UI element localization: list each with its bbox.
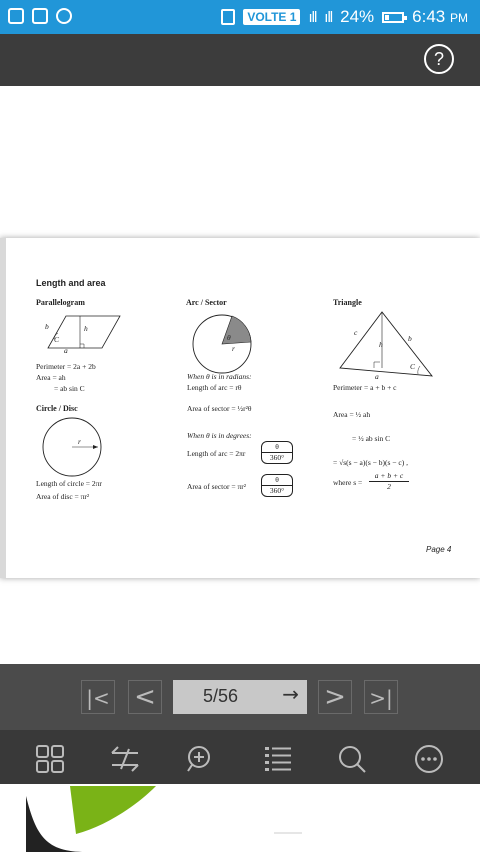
triangle-label-h: h <box>379 340 383 349</box>
page-content <box>6 238 480 578</box>
gallery-notification-icon <box>32 8 48 24</box>
volte-badge: VOLTE 1 <box>243 9 300 25</box>
location-icon <box>221 9 235 25</box>
triangle-area-heron: = √s(s − a)(s − b)(s − c) , <box>333 458 408 467</box>
table-of-contents-icon[interactable] <box>263 744 293 774</box>
arc-fraction-den: 360° <box>269 453 285 462</box>
battery-text: 24% <box>340 7 375 26</box>
circle-label-r: r <box>78 437 81 446</box>
triangle-heading: Triangle <box>333 298 362 307</box>
triangle-label-a: a <box>375 372 379 381</box>
parallelogram-label-b: b <box>45 322 49 331</box>
app-notification-icon <box>8 8 24 24</box>
parallelogram-heading: Parallelogram <box>36 298 85 307</box>
more-options-icon[interactable] <box>414 744 444 774</box>
parallelogram-label-h: h <box>84 324 88 333</box>
page-title: Length and area <box>36 278 106 288</box>
signal-icon-2: ıll <box>324 8 333 26</box>
sector-label-r: r <box>232 344 235 353</box>
ad-banner-area <box>0 784 480 854</box>
last-page-button[interactable] <box>364 680 398 714</box>
app-toolbar <box>0 34 480 86</box>
ad-banner[interactable] <box>26 786 454 852</box>
circle-heading: Circle / Disc <box>36 404 78 413</box>
help-button[interactable] <box>424 44 454 74</box>
circle-diagram <box>36 416 108 478</box>
ad-artwork <box>26 786 454 852</box>
zoom-in-icon[interactable] <box>185 744 215 774</box>
arc-length-degrees: Length of arc = 2πr <box>187 449 246 458</box>
page-number-label: Page 4 <box>426 545 452 554</box>
parallelogram-area: Area = ah <box>36 373 66 382</box>
search-icon[interactable] <box>337 744 367 774</box>
page-indicator-field[interactable] <box>173 680 307 714</box>
parallelogram-diagram <box>34 312 124 354</box>
previous-page-icon: < <box>134 682 156 712</box>
battery-level <box>385 15 389 20</box>
triangle-label-b: b <box>408 334 412 343</box>
sector-diagram <box>190 312 254 376</box>
sector-label-theta: θ <box>227 333 231 342</box>
next-page-button[interactable] <box>318 680 352 714</box>
triangle-label-c: c <box>354 328 358 337</box>
notification-icons <box>8 8 72 24</box>
first-page-button[interactable] <box>81 680 115 714</box>
sector-fraction <box>261 474 293 497</box>
page-navigation-bar <box>0 664 480 730</box>
document-page[interactable] <box>0 238 480 578</box>
page-indicator: 5/56 <box>203 686 239 706</box>
last-page-icon: >| <box>369 686 393 710</box>
arc-fraction <box>261 441 293 464</box>
bottom-toolbar <box>0 730 480 784</box>
clock <box>412 7 468 27</box>
triangle-label-C: C <box>410 362 416 371</box>
thumbnails-grid-icon[interactable] <box>35 744 65 774</box>
status-bar <box>0 0 480 34</box>
parallelogram-label-C: C <box>54 335 60 344</box>
swap-direction-icon[interactable] <box>110 744 140 774</box>
triangle-area-sin: = ½ ab sin C <box>352 434 391 443</box>
sector-fraction-num: θ <box>262 475 292 486</box>
sector-fraction-den: 360° <box>269 486 285 495</box>
sector-area-degrees: Area of sector = πr² <box>187 482 246 491</box>
circle-length: Length of circle = 2πr <box>36 479 102 488</box>
s-fraction-den: 2 <box>387 482 391 491</box>
sector-area-radians: Area of sector = ½r²θ <box>187 404 252 413</box>
s-fraction-num: a + b + c <box>369 471 409 482</box>
first-page-icon: |< <box>86 686 110 710</box>
circle-area: Area of disc = πr² <box>36 492 90 501</box>
arc-length-radians: Length of arc = rθ <box>187 383 242 392</box>
triangle-perimeter: Perimeter = a + b + c <box>333 383 397 392</box>
parallelogram-label-a: a <box>64 346 68 355</box>
clock-ampm: PM <box>450 11 468 25</box>
clock-time: 6:43 <box>412 7 446 26</box>
battery-icon <box>382 12 404 23</box>
triangle-diagram <box>336 310 436 380</box>
parallelogram-perimeter: Perimeter = 2a + 2b <box>36 362 96 371</box>
system-status <box>221 0 468 34</box>
home-indicator <box>274 832 302 834</box>
next-page-icon: > <box>324 682 346 712</box>
previous-page-button[interactable] <box>128 680 162 714</box>
triangle-where: where s = <box>333 478 363 487</box>
whatsapp-icon <box>56 8 72 24</box>
go-to-page-button[interactable]: → <box>282 682 299 706</box>
degrees-note: When θ is in degrees: <box>187 431 252 440</box>
radians-note: When θ is in radians: <box>187 372 252 381</box>
parallelogram-area-sin: = ab sin C <box>54 384 85 393</box>
arc-heading: Arc / Sector <box>186 298 227 307</box>
arc-fraction-num: θ <box>262 442 292 453</box>
s-fraction <box>369 471 409 492</box>
help-icon: ? <box>433 49 444 69</box>
triangle-area: Area = ½ ah <box>333 410 371 419</box>
signal-icon: ıll <box>308 8 317 26</box>
